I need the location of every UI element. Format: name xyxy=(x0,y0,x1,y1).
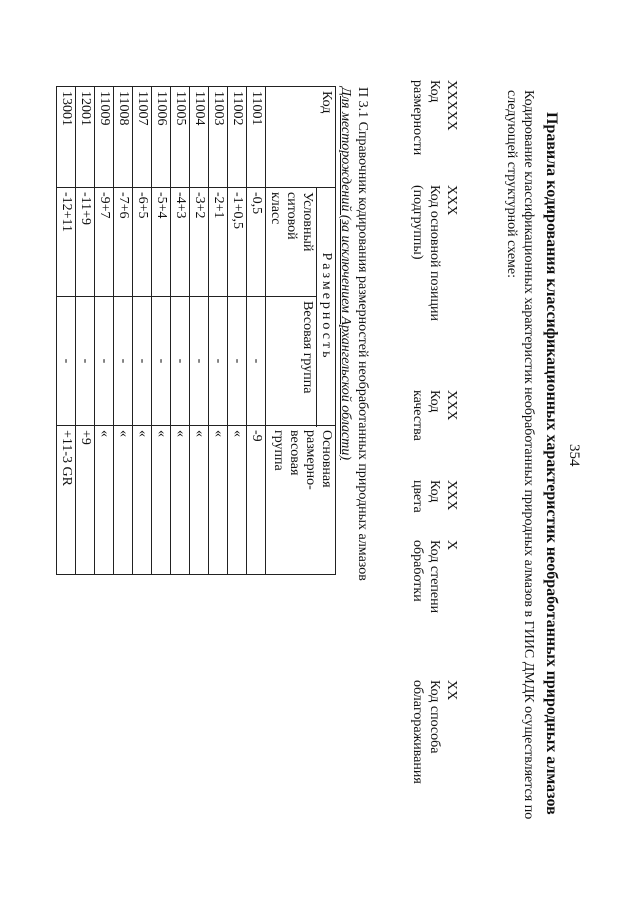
scheme-label: обработки xyxy=(410,540,425,602)
scheme-label: цвета xyxy=(410,480,425,513)
scheme-code: XX xyxy=(444,680,459,701)
cell-main-group: +11-3 GR xyxy=(57,426,76,575)
cell-weight: - xyxy=(76,297,95,426)
cell-code: 12001 xyxy=(76,87,95,188)
cell-sieve: -11+9 xyxy=(76,188,95,297)
table-header-row xyxy=(317,87,336,575)
cell-sieve: -9+7 xyxy=(95,188,114,297)
header-text: группа xyxy=(271,430,286,471)
header-text: весовая xyxy=(287,430,302,476)
scheme-item-quality xyxy=(409,390,460,441)
page-title: Правила кодирования классификационных характеристик необработанных природных алмазов xyxy=(543,112,560,815)
scheme-label: (подгруппы) xyxy=(410,185,425,260)
cell-main-group: « xyxy=(133,426,152,575)
intro-text-line-1: Кодирование классификационных характеристик необработанных природных алмазов в ГИИС ДМДК осуществляется по xyxy=(521,90,536,820)
intro-text-line-2: следующей структурной схеме: xyxy=(504,90,519,279)
page-number: 354 xyxy=(566,444,582,467)
cell-main-group: « xyxy=(228,426,247,575)
cell-weight: - xyxy=(133,297,152,426)
scheme-label: Код xyxy=(427,80,442,103)
size-coding-table xyxy=(56,86,336,575)
scheme-item-enhancement xyxy=(409,680,460,784)
table-row xyxy=(171,87,190,575)
scheme-label: Код xyxy=(427,390,442,413)
header-text: размерно- xyxy=(303,430,318,490)
cell-sieve: -4+3 xyxy=(171,188,190,297)
table-row xyxy=(76,87,95,575)
header-weight-group: Весовая группа xyxy=(266,297,317,426)
cell-code: 11005 xyxy=(171,87,190,188)
table-row xyxy=(152,87,171,575)
cell-code: 13001 xyxy=(57,87,76,188)
cell-weight: - xyxy=(247,297,266,426)
scheme-code: X xyxy=(444,540,459,551)
cell-main-group: « xyxy=(95,426,114,575)
header-text: класс xyxy=(268,192,283,225)
header-text: Условный xyxy=(300,192,315,252)
table-row xyxy=(133,87,152,575)
scheme-item-size xyxy=(409,80,460,155)
table-caption: П 3.1 Справочник кодирования размерностей необработанных природных алмазов xyxy=(355,87,370,581)
cell-sieve: -0,5 xyxy=(247,188,266,297)
header-size: Размерность xyxy=(317,188,336,426)
cell-weight: - xyxy=(95,297,114,426)
cell-sieve: -1+0,5 xyxy=(228,188,247,297)
cell-code: 11009 xyxy=(95,87,114,188)
table-subcaption: Для месторождений (за исключением Архангельской области) xyxy=(338,87,353,461)
table-row xyxy=(95,87,114,575)
scheme-label: Код xyxy=(427,480,442,503)
scheme-label: облагораживания xyxy=(410,680,425,784)
header-main-group xyxy=(266,426,336,575)
coding-scheme xyxy=(370,80,460,840)
table-row xyxy=(247,87,266,575)
cell-sieve: -7+6 xyxy=(114,188,133,297)
cell-code: 11006 xyxy=(152,87,171,188)
header-code: Код xyxy=(266,87,336,188)
cell-main-group: « xyxy=(171,426,190,575)
cell-sieve: -3+2 xyxy=(190,188,209,297)
header-text: Основная xyxy=(319,430,334,488)
cell-code: 11001 xyxy=(247,87,266,188)
cell-weight: - xyxy=(228,297,247,426)
cell-main-group: -9 xyxy=(247,426,266,575)
header-sieve-class xyxy=(266,188,317,297)
cell-main-group: +9 xyxy=(76,426,95,575)
cell-weight: - xyxy=(152,297,171,426)
cell-code: 11002 xyxy=(228,87,247,188)
table-row xyxy=(228,87,247,575)
scheme-label: Код способа xyxy=(427,680,442,754)
cell-weight: - xyxy=(190,297,209,426)
cell-weight: - xyxy=(171,297,190,426)
cell-weight: - xyxy=(57,297,76,426)
scheme-code: XXXXX xyxy=(444,80,459,131)
cell-main-group: « xyxy=(152,426,171,575)
scheme-code: XXX xyxy=(444,390,459,421)
cell-sieve: -5+4 xyxy=(152,188,171,297)
header-text: ситовой xyxy=(284,192,299,240)
cell-main-group: « xyxy=(190,426,209,575)
cell-code: 11007 xyxy=(133,87,152,188)
cell-code: 11008 xyxy=(114,87,133,188)
table-row xyxy=(57,87,76,575)
cell-weight: - xyxy=(114,297,133,426)
cell-main-group: « xyxy=(114,426,133,575)
cell-code: 11003 xyxy=(209,87,228,188)
table-row xyxy=(209,87,228,575)
scheme-label: размерности xyxy=(410,80,425,156)
scheme-label: качества xyxy=(410,390,425,441)
scheme-label: Код основной позиции xyxy=(427,185,442,322)
scheme-code: XXX xyxy=(444,185,459,216)
table-row xyxy=(114,87,133,575)
table-row xyxy=(190,87,209,575)
cell-main-group: « xyxy=(209,426,228,575)
cell-code: 11004 xyxy=(190,87,209,188)
cell-weight: - xyxy=(209,297,228,426)
scheme-item-processing xyxy=(409,540,460,613)
cell-sieve: -2+1 xyxy=(209,188,228,297)
scheme-code: XXX xyxy=(444,480,459,511)
scheme-label: Код степени xyxy=(427,540,442,614)
scheme-item-position xyxy=(409,185,460,321)
cell-sieve: -12+11 xyxy=(57,188,76,297)
scheme-item-color xyxy=(409,480,460,513)
cell-sieve: -6+5 xyxy=(133,188,152,297)
